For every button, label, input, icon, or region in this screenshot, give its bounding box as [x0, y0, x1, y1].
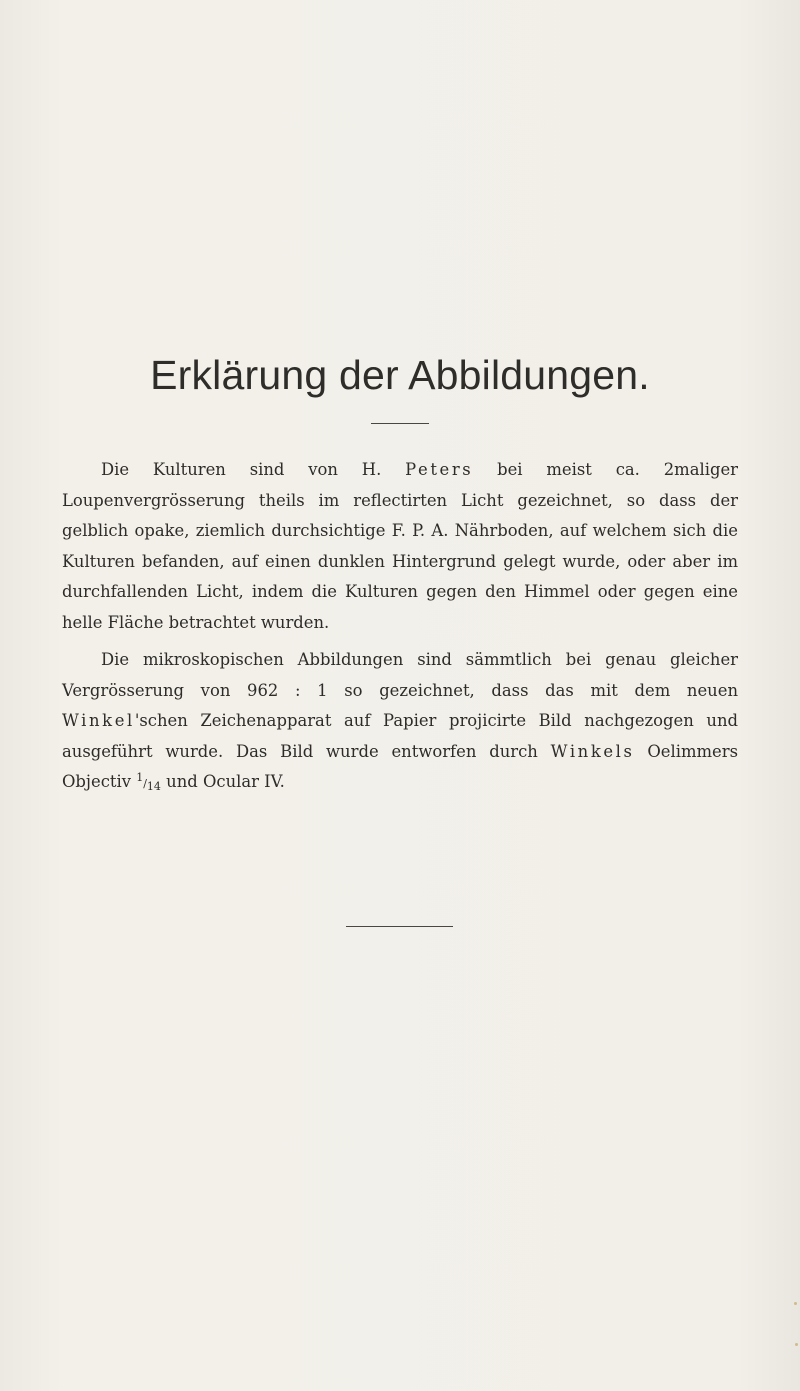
paragraph-2-objective: Oelimmers Objectiv — [62, 741, 738, 791]
author-name-peters: Peters — [405, 460, 474, 479]
paragraph-2-end: und Ocular IV. — [160, 772, 285, 791]
fraction-denominator: 14 — [146, 780, 161, 793]
maker-name-winkel: Winkel — [62, 711, 135, 730]
explanation-text — [62, 455, 738, 807]
paragraph-2-middle: 'schen Zeichenapparat auf Papier projicirte Bild nachgezogen und ausgeführt wurde. Das Bild wurde entworfen durch — [62, 711, 738, 761]
page-title: Erklärung der Abbildungen. — [150, 352, 650, 398]
paragraph-microscopic — [62, 645, 738, 800]
paragraph-1-start: Die Kulturen sind von H. — [101, 460, 406, 479]
paragraph-2-start: Die mikroskopischen Abbildungen sind sämmtlich bei genau gleicher Vergrösserung von 962 : 1 so gezeichnet, dass das mit dem neuen — [62, 650, 738, 700]
title-divider — [371, 423, 429, 424]
fraction-numerator: 1 — [136, 771, 144, 784]
paragraph-cultures — [62, 455, 738, 638]
paper-speck — [794, 1302, 797, 1305]
end-divider — [346, 926, 453, 927]
objective-fraction: 1/14 — [136, 771, 161, 793]
paragraph-1-rest: bei meist ca. 2maliger Loupenvergrösserung theils im reflectirten Licht gezeichnet, so dass der gelblich opake, ziemlich durchsichtige F. P. A. Nährboden, auf welchem sich die Kulturen befanden, auf einen dunklen Hintergrund gelegt wurde, oder aber im durchfallenden Licht, indem die Kulturen gegen den Himmel oder gegen eine helle Fläche betrachtet wurden. — [62, 460, 738, 632]
paper-speck — [795, 1343, 798, 1346]
maker-name-winkels: Winkels — [550, 741, 635, 761]
